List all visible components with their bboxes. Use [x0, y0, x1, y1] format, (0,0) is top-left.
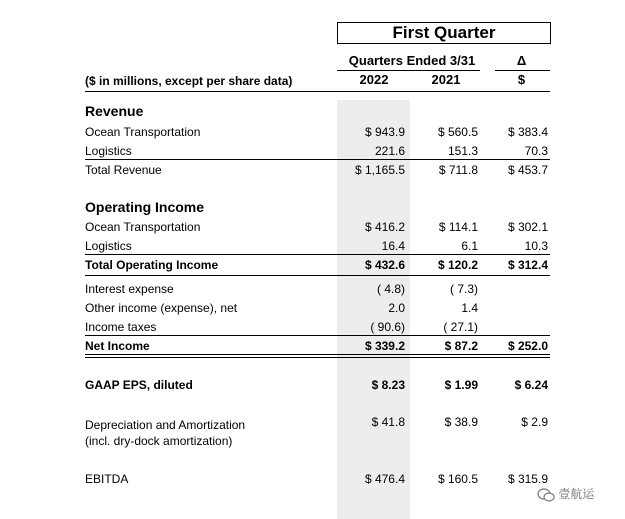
watermark [537, 485, 594, 503]
eps-label: GAAP EPS, diluted [85, 378, 193, 392]
net-income-double-rule-2 [85, 357, 550, 358]
revenue-ocean-delta: $ 383.4 [507, 125, 548, 139]
operating-income-section-title: Operating Income [85, 199, 205, 215]
opinc-ocean-label: Ocean Transportation [85, 220, 201, 234]
opinc-logistics-delta: 10.3 [524, 239, 548, 253]
eps-2021: $ 1.99 [444, 378, 478, 392]
revenue-ocean-2021: $ 560.5 [437, 125, 478, 139]
ebitda-delta: $ 315.9 [507, 472, 548, 486]
opinc-logistics-label: Logistics [85, 239, 132, 253]
units-label: ($ in millions, except per share data) [85, 74, 293, 88]
da-label-line1: Depreciation and Amortization [85, 418, 246, 432]
revenue-ocean-label: Ocean Transportation [85, 125, 201, 139]
year-2021-header: 2021 [431, 72, 461, 87]
opinc-ocean-delta: $ 302.1 [507, 220, 548, 234]
da-delta: $ 2.9 [521, 415, 548, 429]
total-revenue-label: Total Revenue [85, 163, 162, 177]
revenue-section-title: Revenue [85, 103, 144, 119]
other-income-2022: 2.0 [388, 301, 405, 315]
net-income-delta: $ 252.0 [507, 339, 548, 353]
net-income-2022: $ 339.2 [364, 339, 405, 353]
ebitda-2021: $ 160.5 [437, 472, 478, 486]
opinc-bottom-rule [85, 275, 550, 276]
total-opinc-2021: $ 120.2 [437, 258, 478, 272]
delta-unit-header: $ [517, 72, 526, 87]
total-opinc-delta: $ 312.4 [507, 258, 548, 272]
net-income-double-rule-1 [85, 354, 550, 355]
revenue-logistics-delta: 70.3 [524, 144, 548, 158]
eps-2022: $ 8.23 [371, 378, 405, 392]
opinc-ocean-2021: $ 114.1 [438, 220, 478, 234]
quarters-rule [337, 70, 480, 71]
delta-rule [495, 70, 550, 71]
revenue-total-rule [85, 159, 550, 160]
revenue-logistics-2022: 221.6 [374, 144, 405, 158]
other-income-2021: 1.4 [461, 301, 478, 315]
year-2022-header: 2022 [359, 72, 389, 87]
opinc-logistics-2021: 6.1 [461, 239, 478, 253]
other-income-label: Other income (expense), net [85, 301, 238, 315]
net-income-label: Net Income [85, 339, 150, 353]
watermark-text: 壹航运 [558, 487, 595, 501]
first-quarter-header: First Quarter [337, 22, 551, 44]
da-2021: $ 38.9 [444, 415, 478, 429]
interest-expense-2021: ( 7.3) [449, 282, 478, 296]
opinc-ocean-2022: $ 416.2 [364, 220, 405, 234]
net-income-top-rule [85, 335, 550, 336]
delta-symbol: Δ [516, 53, 527, 68]
revenue-logistics-label: Logistics [85, 144, 132, 158]
da-label-line2: (incl. dry-dock amortization) [85, 434, 233, 448]
opinc-logistics-2022: 16.4 [381, 239, 405, 253]
total-revenue-delta: $ 453.7 [507, 163, 548, 177]
revenue-logistics-2021: 151.3 [447, 144, 478, 158]
revenue-ocean-2022: $ 943.9 [364, 125, 405, 139]
income-taxes-2022: ( 90.6) [370, 320, 405, 334]
ebitda-2022: $ 476.4 [364, 472, 405, 486]
total-revenue-2022: $ 1,165.5 [354, 163, 405, 177]
interest-expense-label: Interest expense [85, 282, 174, 296]
total-revenue-2021: $ 711.8 [438, 163, 478, 177]
net-income-2021: $ 87.2 [444, 339, 478, 353]
ebitda-label: EBITDA [85, 472, 129, 486]
income-taxes-2021: ( 27.1) [443, 320, 478, 334]
eps-delta: $ 6.24 [514, 378, 548, 392]
opinc-total-rule [85, 254, 550, 255]
total-opinc-label: Total Operating Income [85, 258, 219, 272]
total-opinc-2022: $ 432.6 [364, 258, 405, 272]
da-2022: $ 41.8 [371, 415, 405, 429]
header-rule [85, 91, 550, 92]
income-taxes-label: Income taxes [85, 320, 157, 334]
quarters-ended-label: Quarters Ended 3/31 [348, 53, 476, 68]
interest-expense-2022: ( 4.8) [376, 282, 405, 296]
wechat-icon [537, 487, 558, 501]
